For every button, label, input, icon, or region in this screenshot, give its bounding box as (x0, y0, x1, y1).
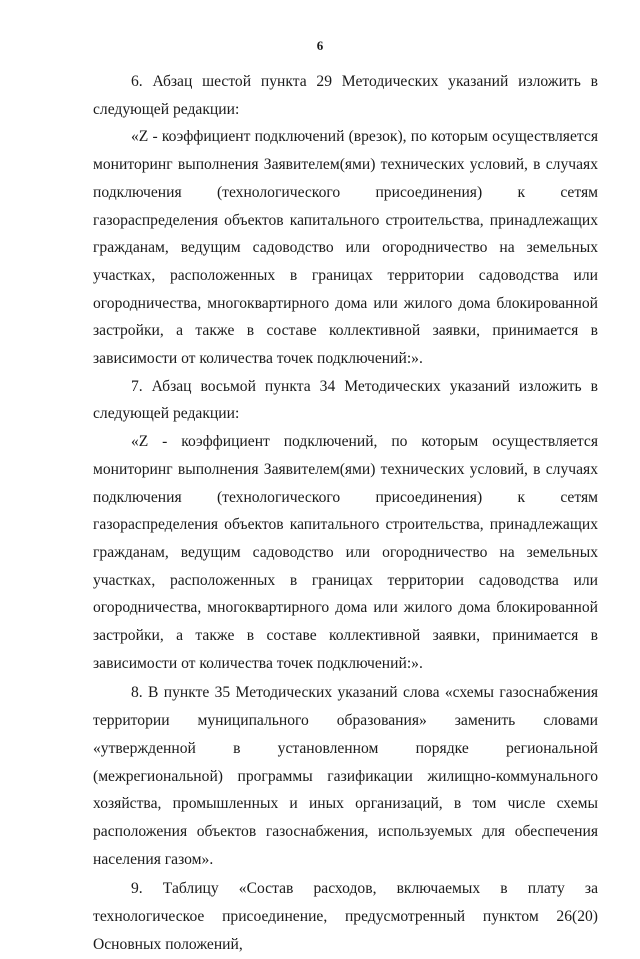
paragraph-9: 9. Таблицу «Состав расходов, включаемых в плату за технологическое присоединение, предусмотренный пунктом 26(20) Основных положений, (93, 880, 598, 953)
paragraph-7: 7. Абзац восьмой пункта 34 Методических указаний изложить в следующей редакции: (93, 377, 598, 423)
paragraph-6: 6. Абзац шестой пункта 29 Методических указаний изложить в следующей редакции: (93, 73, 598, 118)
paragraph-7-quote: «Z - коэффициент подключений, по которым осуществляется мониторинг выполнения Заявителем(ями) технических условий, в случаях подключения (технологического присоединения) к сетям газораспределения объектов капитального строительства, принадлежащих гражданам, ведущим садоводство или огородничество на земельных участках, расположенных в границах территории садоводства или огородничества, многоквартирного дома или жилого дома блокированной застройки, а также в составе коллективной заявки, принимается в зависимости от количества точек подключений:». (93, 433, 598, 672)
document-body (93, 68, 598, 959)
page-number: 6 (316, 38, 324, 53)
paragraph-8: 8. В пункте 35 Методических указаний слова «схемы газоснабжения территории муниципального образования» заменить словами «утвержденной в установленном порядке региональной (межрегиональной) программы газификации жилищно-коммунального хозяйства, промышленных и иных организаций, в том числе схемы расположения объектов газоснабжения, используемых для обеспечения населения газом». (93, 684, 598, 868)
paragraph-6-quote: «Z - коэффициент подключений (врезок), по которым осуществляется мониторинг выполнения Заявителем(ями) технических условий, в случаях подключения (технологического присоединения) к сетям газораспределения объектов капитального строительства, принадлежащих гражданам, ведущим садоводство или огородничество на земельных участках, расположенных в границах территории садоводства или огородничества, многоквартирного дома или жилого дома блокированной застройки, а также в составе коллективной заявки, принимается в зависимости от количества точек подключений:». (93, 128, 598, 368)
